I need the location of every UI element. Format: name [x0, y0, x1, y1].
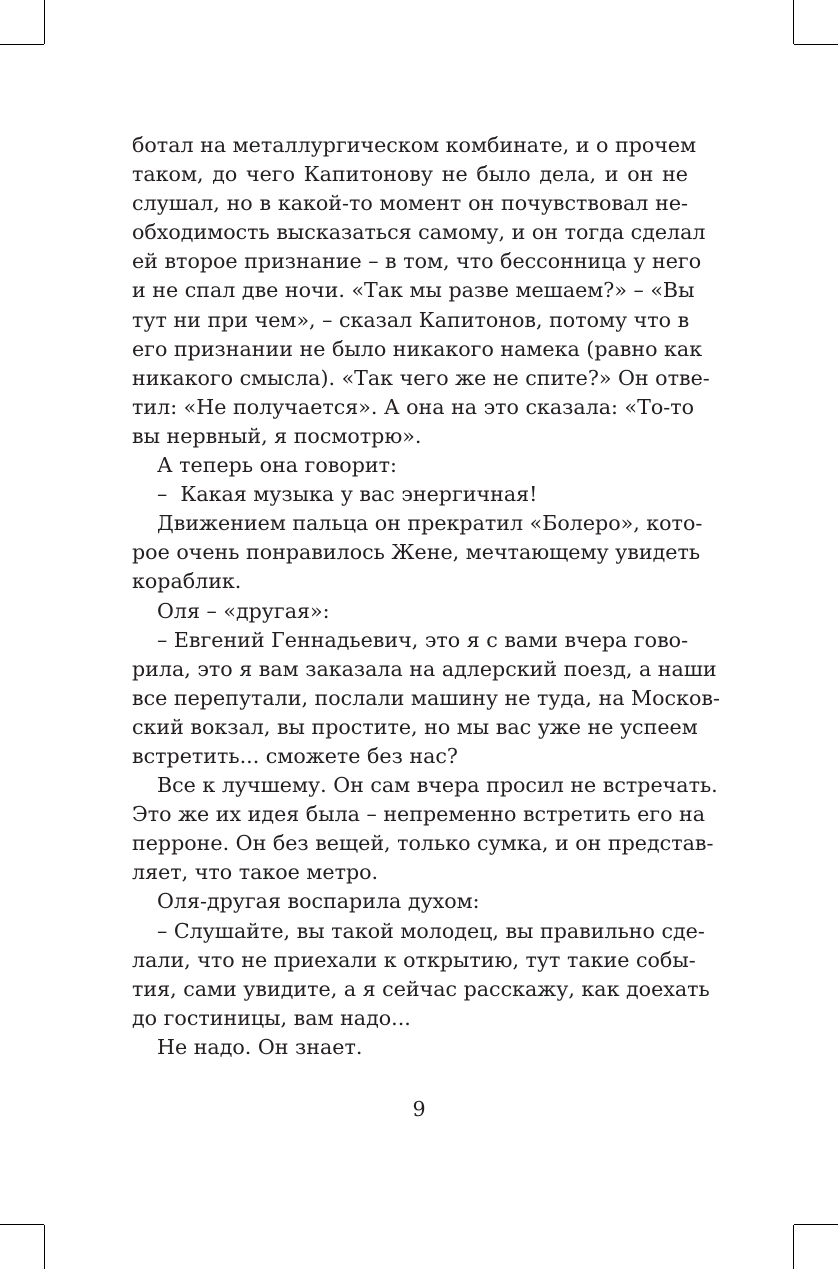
- text-line: никакого смысла). «Так чего же не спите?» Он отве-: [132, 365, 710, 390]
- text-line: Это же их идея была – непременно встретить его на: [132, 802, 706, 827]
- text-line: А теперь она говорит:: [157, 453, 397, 478]
- text-line: все перепутали, послали машину не туда, на Москов-: [132, 685, 720, 710]
- crop-mark-bottom-right-h: [794, 1224, 838, 1225]
- text-line: Оля – «другая»:: [157, 598, 330, 623]
- text-line: Не надо. Он знает.: [157, 1034, 363, 1059]
- text-line: его признании не было никакого намека (равно как: [132, 336, 703, 361]
- text-line: – Слушайте, вы такой молодец, вы правильно сде-: [157, 918, 705, 943]
- text-line: и не спал две ночи. «Так мы разве мешаем?» – «Вы: [132, 278, 695, 303]
- page-number: 9: [412, 1097, 426, 1121]
- crop-mark-bottom-left-h: [0, 1224, 44, 1225]
- crop-mark-top-left-h: [0, 44, 44, 45]
- text-line: вы нервный, я посмотрю».: [132, 423, 422, 448]
- text-line: перроне. Он без вещей, только сумка, и он представ-: [132, 831, 714, 856]
- text-line: – Евгений Геннадьевич, это я с вами вчера гово-: [157, 627, 689, 652]
- text-line: встретить... сможете без нас?: [132, 743, 458, 768]
- crop-mark-top-right-h: [794, 44, 838, 45]
- text-line: таком, до чего Капитонову не было дела, и он не: [132, 162, 688, 187]
- crop-mark-bottom-right: [793, 1225, 794, 1269]
- crop-mark-top-left: [44, 0, 45, 44]
- text-line: тут ни при чем», – сказал Капитонов, потому что в: [132, 307, 690, 332]
- text-line: обходимость высказаться самому, и он тогда сделал: [132, 220, 706, 245]
- text-line: лали, что не приехали к открытию, тут такие собы-: [132, 947, 696, 972]
- text-line: – Какая музыка у вас энергичная!: [157, 482, 538, 507]
- text-line: ботал на металлургическом комбинате, и о прочем: [132, 133, 697, 157]
- text-line: Все к лучшему. Он сам вчера просил не встречать.: [157, 773, 718, 798]
- text-line: до гостиницы, вам надо...: [132, 1005, 411, 1030]
- text-line: ский вокзал, вы простите, но мы вас уже не успеем: [132, 714, 698, 739]
- crop-mark-bottom-left: [44, 1225, 45, 1269]
- text-line: ей второе признание – в том, что бессонница у него: [132, 249, 702, 274]
- text-line: тил: «Не получается». А она на это сказала: «То-то: [132, 394, 695, 419]
- text-line: кораблик.: [132, 569, 242, 594]
- text-line: рила, это я вам заказала на адлерский поезд, а наши: [132, 656, 717, 681]
- text-line: рое очень понравилось Жене, мечтающему увидеть: [132, 540, 701, 565]
- text-line: ляет, что такое метро.: [132, 860, 379, 885]
- crop-mark-top-right: [793, 0, 794, 44]
- text-line: Оля-другая воспарила духом:: [157, 889, 480, 914]
- page-text-block: [132, 131, 720, 1062]
- text-line: тия, сами увидите, а я сейчас расскажу, как доехать: [132, 976, 710, 1001]
- text-line: слушал, но в какой-то момент он почувствовал не-: [132, 191, 688, 216]
- text-line: Движением пальца он прекратил «Болеро», кото-: [157, 511, 703, 536]
